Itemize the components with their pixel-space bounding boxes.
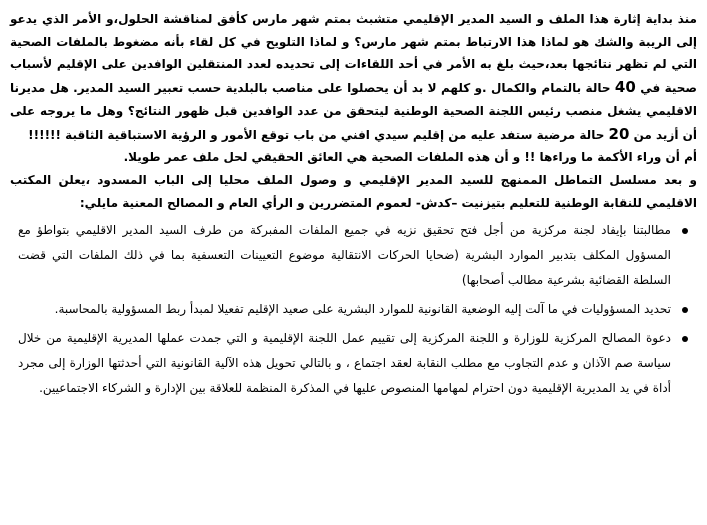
intro-text-part-2: حالة بالتمام والكمال .و كلهم لا بد أن يحصلوا على مناصب بالبلدية حسب تعبير السيد المدير. هل مديرنا الاقليمي يشغل منصب رئيس اللجنة الصحية الوطنية ليتحقق من عدد الوافدين قبل ظهور النتائج؟ وهل ما يروجه على أن أزيد من xyxy=(10,81,697,142)
bullet-icon xyxy=(682,336,688,342)
list-item xyxy=(10,218,697,293)
list-item xyxy=(10,297,697,322)
case-count-40: 40 xyxy=(614,78,636,97)
bullet-icon xyxy=(682,307,688,313)
demand-text: مطالبتنا بإيفاد لجنة مركزية من أجل فتح تحقيق نزيه في جميع الملفات المفبركة من طرف السيد المدير الاقليمي بتواطؤ مع المسؤول المكلف بتدبير الموارد البشرية (ضحايا الحركات الانتقالية موضوع التعيينات التعسفية بما في ذلك الملفات التي قضت السلطة القضائية بشرعية مطالب أصحابها) xyxy=(18,223,671,288)
intro-text-part-1: منذ بداية إثارة هذا الملف و السيد المدير الإقليمي متشبث بمتم شهر مارس كأفق لمناقشة الحلول،و الأمر الذي يدعو إلى الريبة والشك هو لماذا هذا الارتباط بمتم شهر مارس؟ و لماذا التلويح في كل لقاء بأنه مضغوط بالملفات الصحية التي لم تظهر نتائجها بعد،حيث بلغ به الأمر في أحد اللقاءات إلى تحديده لعدد المنتقلين الوافدين على الإقليم لأسباب صحية في xyxy=(10,12,697,96)
bullet-icon xyxy=(682,228,688,234)
demands-list xyxy=(10,218,697,401)
announcement-paragraph: و بعد مسلسل التماطل الممنهج للسيد المدير الإقليمي و وصول الملف محليا إلى الباب المسدود ،يعلن المكتب الاقليمي للنقابة الوطنية للتعليم بتيزنيت –كدش- لعموم المتضررين و الرأي العام و المصالح المعنية مايلي: xyxy=(10,172,697,210)
question-paragraph: أم أن وراء الأكمة ما وراءها !! و أن هذه الملفات الصحية هي العائق الحقيقي لحل ملف عمر طويلا. xyxy=(123,150,697,165)
demand-text: تحديد المسؤوليات في ما آلت إليه الوضعية القانونية للموارد البشرية على صعيد الإقليم تفعيلا لمبدأ ربط المسؤولية بالمحاسبة. xyxy=(54,302,671,317)
list-item xyxy=(10,326,697,401)
demand-text: دعوة المصالح المركزية للوزارة و اللجنة المركزية إلى تقييم عمل اللجنة الإقليمية و التي جمدت عملها المديرية الإقليمية من خلال سياسة صم الآذان و عدم التجاوب مع مطلب النقابة لعقد اجتماع ، و بالتالي تحويل هذه الآلية القانونية التي أحدثتها الوزارة إلى مجرد أداة في يد المديرية الإقليمية دون احترام لمهامها المنصوص عليها في المذكرة المنظمة للعلاقة بين الإدارة و الشركاء الاجتماعيين. xyxy=(18,331,671,396)
case-count-20: 20 xyxy=(608,124,630,143)
intro-paragraph xyxy=(10,8,697,146)
intro-text-part-3: حالة مرضية ستفد عليه من إقليم سيدي افني من باب توقع الأمور و الرؤية الاستباقية الثاقبة !!!!!! xyxy=(28,127,605,142)
